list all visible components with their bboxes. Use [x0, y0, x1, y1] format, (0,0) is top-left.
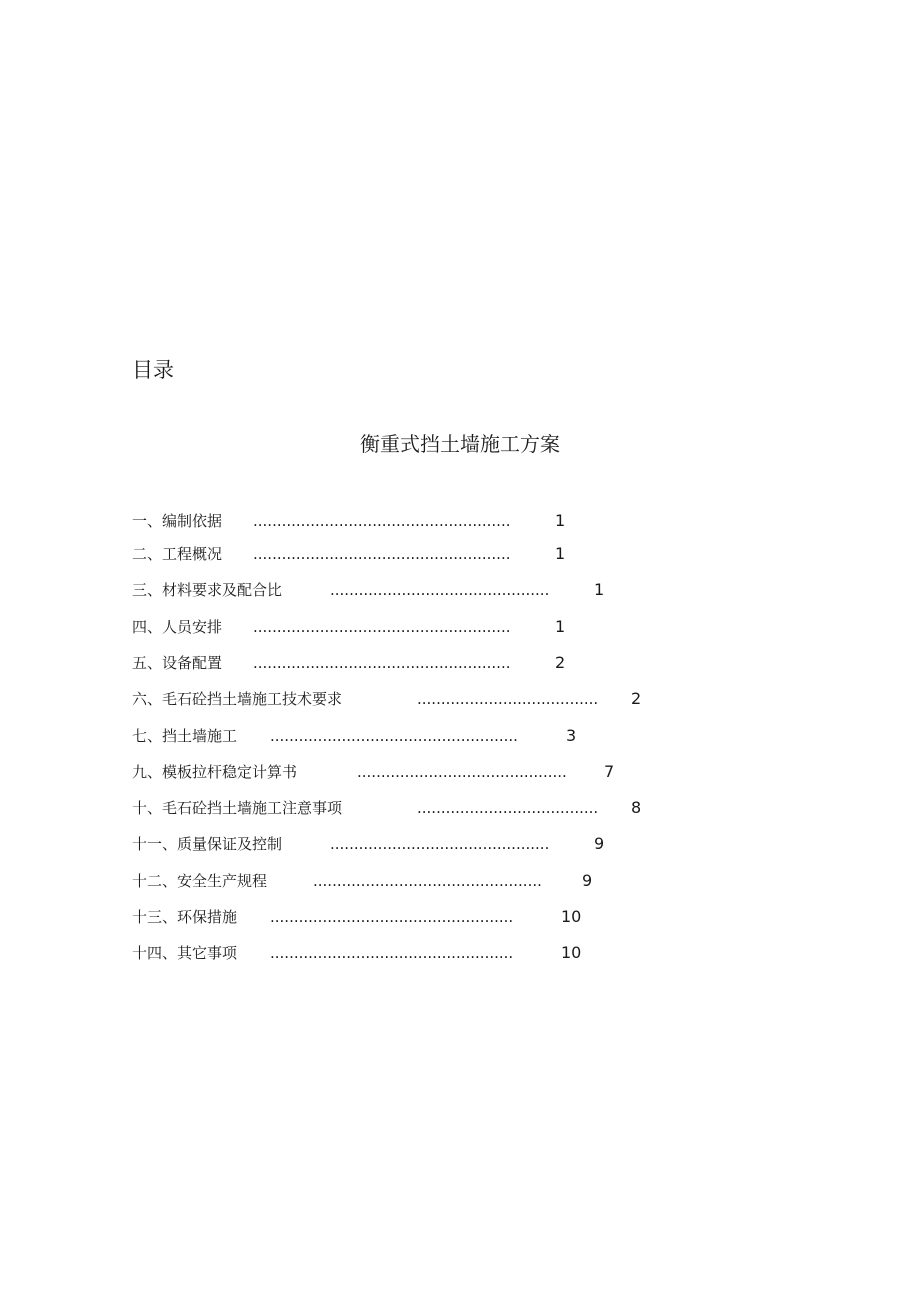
toc-entry-leader: ......................................................	[253, 512, 511, 530]
toc-entry-label: 一、编制依据	[132, 512, 223, 530]
toc-entry-leader: ....................................................	[270, 727, 518, 745]
toc-entry-leader: ......................................	[417, 799, 599, 817]
toc-entry-label: 十一、质量保证及控制	[132, 835, 283, 853]
toc-entry-label: 十四、其它事项	[132, 944, 238, 962]
toc-entry-label: 四、人员安排	[132, 618, 223, 636]
document-title: 衡重式挡土墙施工方案	[360, 432, 560, 456]
toc-entry-label: 六、毛石砼挡土墙施工技术要求	[132, 690, 343, 708]
toc-entry-label: 三、材料要求及配合比	[132, 581, 283, 599]
toc-entry-page-number: 2	[555, 653, 566, 672]
toc-entry-label: 十三、环保措施	[132, 908, 238, 926]
toc-entry-label: 九、模板拉杆稳定计算书	[132, 763, 298, 781]
toc-entry-label: 五、设备配置	[132, 654, 223, 672]
toc-entry-page-number: 7	[604, 762, 615, 781]
toc-entry-leader: ......................................................	[253, 545, 511, 563]
toc-entry-page-number: 1	[555, 617, 566, 636]
toc-entry-page-number: 1	[555, 511, 566, 530]
toc-entry-page-number: 1	[594, 580, 605, 599]
toc-entry-page-number: 9	[594, 834, 605, 853]
toc-entry-page-number: 3	[566, 726, 577, 745]
toc-entry-leader: ...................................................	[270, 944, 514, 962]
toc-entry-page-number: 9	[582, 871, 593, 890]
toc-entry-label: 十、毛石砼挡土墙施工注意事项	[132, 799, 343, 817]
toc-entry-page-number: 1	[555, 544, 566, 563]
toc-entry-page-number: 10	[561, 907, 582, 926]
toc-entry-leader: ......................................................	[253, 654, 511, 672]
toc-entry-label: 十二、安全生产规程	[132, 872, 268, 890]
toc-entry-leader: ..............................................	[330, 581, 550, 599]
toc-entry-page-number: 10	[561, 943, 582, 962]
toc-entry-leader: ......................................................	[253, 618, 511, 636]
toc-entry-label: 二、工程概况	[132, 545, 223, 563]
toc-entry-page-number: 8	[631, 798, 642, 817]
toc-entry-label: 七、挡土墙施工	[132, 727, 238, 745]
toc-heading: 目录	[132, 358, 174, 382]
toc-entry-leader: ...................................................	[270, 908, 514, 926]
toc-entry-leader: ..............................................	[330, 835, 550, 853]
toc-entry-leader: ................................................	[313, 872, 542, 890]
toc-entry-leader: ............................................	[357, 763, 567, 781]
toc-entry-page-number: 2	[631, 689, 642, 708]
toc-entry-leader: ......................................	[417, 690, 599, 708]
